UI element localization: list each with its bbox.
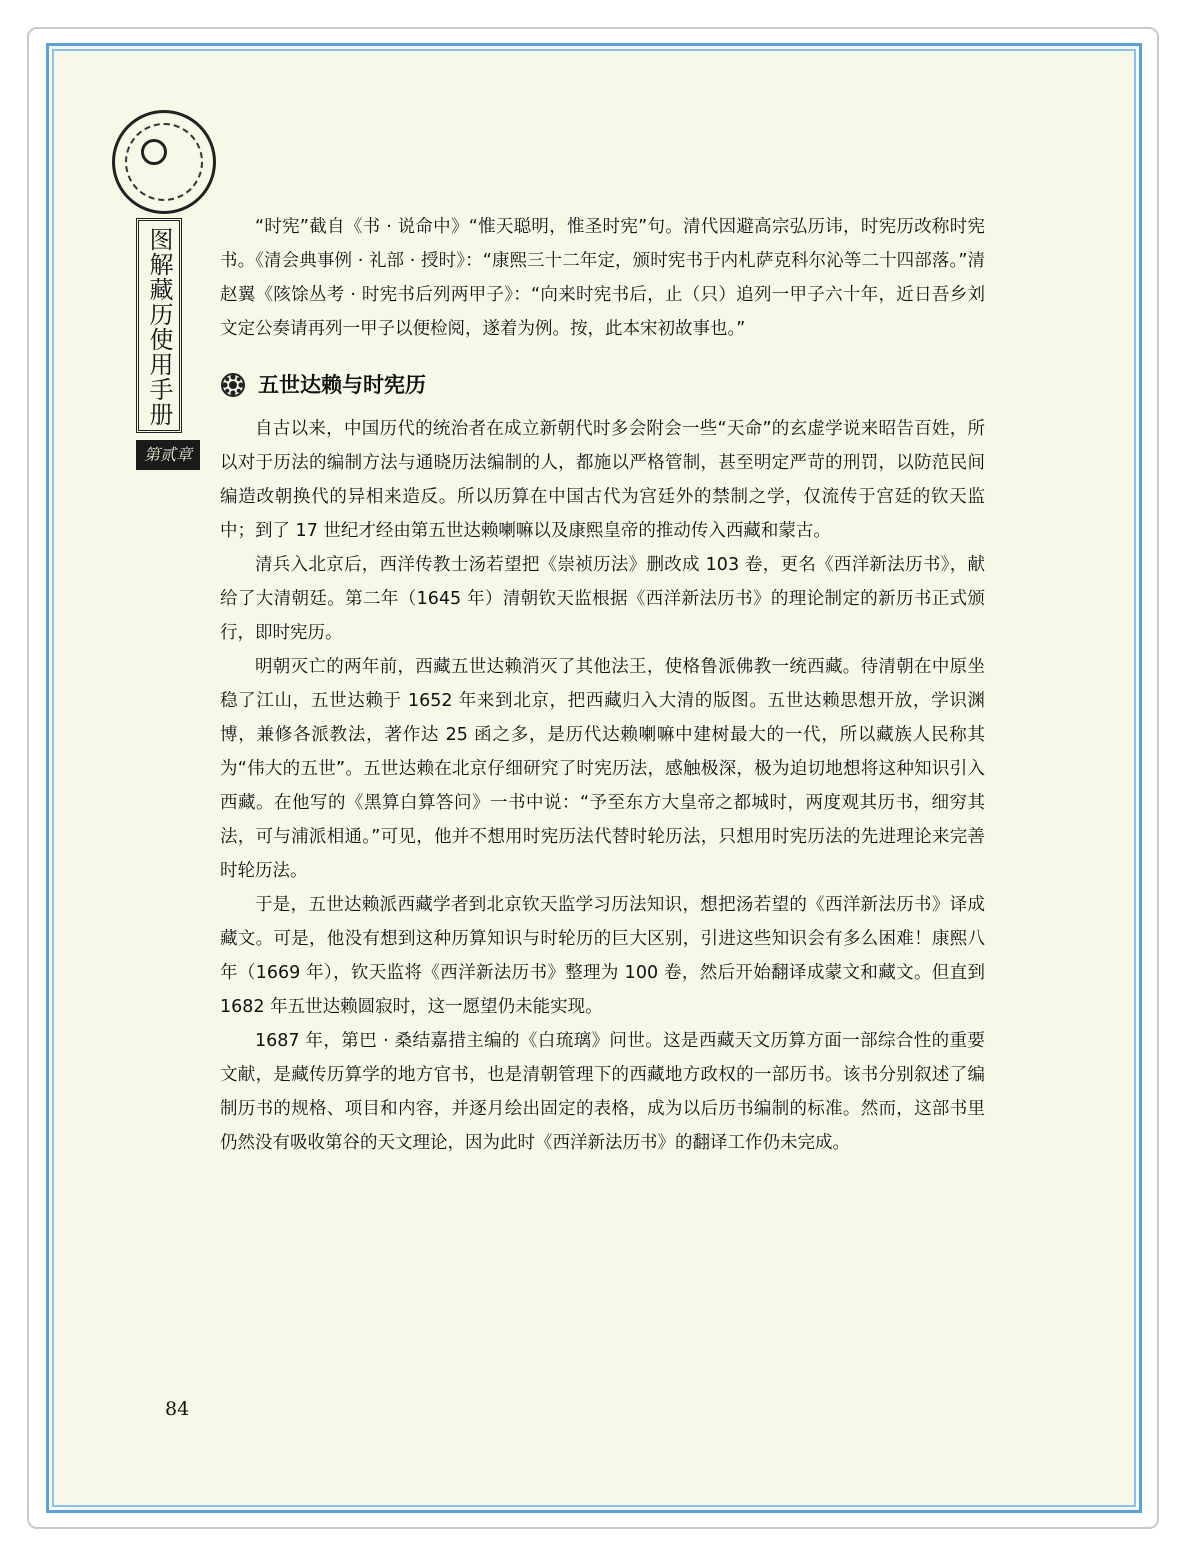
- seal-icon: [112, 110, 216, 214]
- main-content: [220, 210, 985, 1160]
- side-title-box: [136, 218, 182, 433]
- section-title: 五世达赖与时宪历: [258, 373, 426, 397]
- body-paragraph: 明朝灭亡的两年前，西藏五世达赖消灭了其他法王，使格鲁派佛教一统西藏。待清朝在中原坐稳了江山，五世达赖于 1652 年来到北京，把西藏归入大清的版图。五世达赖思想开放，学识渊博，兼修各派教法，著作达 25 函之多，是历代达赖喇嘛中建树最大的一代，所以藏族人民称其为“伟大的五世”。五世达赖在北京仔细研究了时宪历法，感触极深，极为迫切地想将这种知识引入西藏。在他写的《黑算白算答问》一书中说：“予至东方大皇帝之都城时，两度观其历书，细穷其法，可与浦派相通。”可见，他并不想用时宪历法代替时轮历法，只想用时宪历法的先进理论来完善时轮历法。: [220, 657, 985, 881]
- flower-icon: [220, 372, 246, 398]
- body-paragraph: 于是，五世达赖派西藏学者到北京钦天监学习历法知识，想把汤若望的《西洋新法历书》译成藏文。可是，他没有想到这种历算知识与时轮历的巨大区别，引进这些知识会有多么困难！康熙八年（1669 年），钦天监将《西洋新法历书》整理为 100 卷，然后开始翻译成蒙文和藏文。但直到 1682 年五世达赖圆寂时，这一愿望仍未能实现。: [220, 895, 985, 1017]
- seal-core: [141, 139, 167, 165]
- body-paragraph: 1687 年，第巴 · 桑结嘉措主编的《白琉璃》问世。这是西藏天文历算方面一部综合性的重要文献，是藏传历算学的地方官书，也是清朝管理下的西藏地方政权的一部历书。该书分别叙述了编制历书的规格、项目和内容，并逐月绘出固定的表格，成为以后历书编制的标准。然而，这部书里仍然没有吸收第谷的天文理论，因为此时《西洋新法历书》的翻译工作仍未完成。: [220, 1031, 985, 1153]
- seal-ring: [125, 123, 203, 201]
- page-number: 84: [165, 1398, 190, 1420]
- section-heading: [220, 368, 985, 402]
- chapter-tab: 第贰章: [136, 440, 200, 470]
- intro-paragraph: “时宪”截自《书 · 说命中》“惟天聪明，惟圣时宪”句。清代因避高宗弘历讳，时宪历改称时宪书。《清会典事例 · 礼部 · 授时》：“康熙三十二年定，颁时宪书于内札萨克科尔沁等二十四部落。”清赵翼《陔馀丛考 · 时宪书后列两甲子》：“向来时宪书后，止（只）追列一甲子六十年，近日吾乡刘文定公奏请再列一甲子以便检阅，遂着为例。按，此本宋初故事也。”: [220, 217, 985, 339]
- body-paragraph: 清兵入北京后，西洋传教士汤若望把《崇祯历法》删改成 103 卷，更名《西洋新法历书》，献给了大清朝廷。第二年（1645 年）清朝钦天监根据《西洋新法历书》的理论制定的新历书正式颁行，即时宪历。: [220, 555, 985, 643]
- body-paragraph: 自古以来，中国历代的统治者在成立新朝代时多会附会一些“天命”的玄虚学说来昭告百姓，所以对于历法的编制方法与通晓历法编制的人，都施以严格管制，甚至明定严苛的刑罚，以防范民间编造改朝换代的异相来造反。所以历算在中国古代为宫廷外的禁制之学，仅流传于宫廷的钦天监中；到了 17 世纪才经由第五世达赖喇嘛以及康熙皇帝的推动传入西藏和蒙古。: [220, 419, 985, 541]
- side-title: 图解藏历使用手册: [145, 227, 173, 427]
